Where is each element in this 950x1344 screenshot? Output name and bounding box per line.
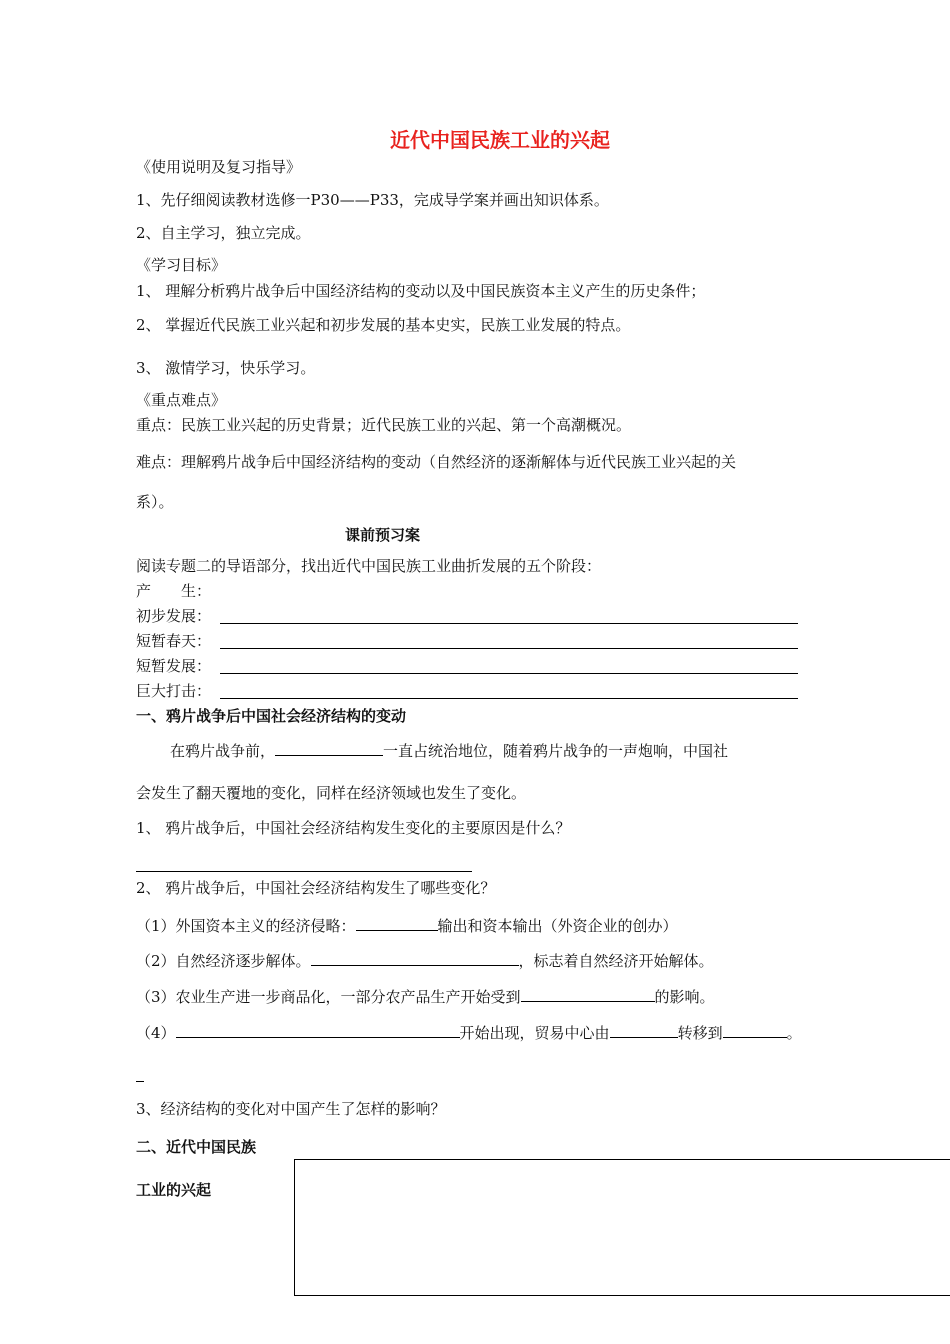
intro-item-1: 1、先仔细阅读教材选修一P30——P33，完成导学案并画出知识体系。: [136, 191, 609, 209]
intro-heading: 《使用说明及复习指导》: [136, 158, 302, 176]
stage-blank-4[interactable]: [220, 673, 798, 674]
short-dash: [136, 1081, 144, 1082]
key-difficulty: 难点：理解鸦片战争后中国经济结构的变动（自然经济的逐渐解体与近代民族工业兴起的关: [136, 453, 737, 471]
question-1: 1、 鸦片战争后，中国社会经济结构发生变化的主要原因是什么？: [136, 819, 571, 837]
goal-item-3: 3、 激情学习，快乐学习。: [136, 359, 316, 377]
goal-item-1: 1、 理解分析鸦片战争后中国经济结构的变动以及中国民族资本主义产生的历史条件；: [136, 282, 706, 300]
sub-item-4-text-d: 。: [786, 1024, 802, 1042]
page-title: 近代中国民族工业的兴起: [390, 128, 610, 152]
blank-commodity[interactable]: [356, 916, 438, 931]
stage-label-3: 短暂春天：: [136, 632, 212, 650]
paragraph-text-a: 在鸦片战争前，: [170, 742, 276, 760]
sub-item-2: [136, 951, 714, 971]
blank-economy[interactable]: [275, 741, 383, 756]
answer-box[interactable]: [294, 1159, 950, 1296]
answer-blank-1[interactable]: [136, 871, 472, 872]
blank-marker[interactable]: [311, 951, 519, 966]
section1-heading: 一、鸦片战争后中国社会经济结构的变动: [136, 707, 407, 725]
key-heading: 《重点难点》: [136, 391, 227, 409]
sub-item-4-text-a: （4）: [136, 1024, 176, 1042]
sub-item-1-text-b: 输出和资本输出（外资企业的创办）: [437, 917, 678, 935]
goal-item-2: 2、 掌握近代民族工业兴起和初步发展的基本史实，民族工业发展的特点。: [136, 316, 631, 334]
stage-label-5: 巨大打击：: [136, 682, 212, 700]
blank-from-city[interactable]: [610, 1023, 678, 1038]
section2-heading-cont: 工业的兴起: [136, 1181, 212, 1199]
blank-to-city[interactable]: [723, 1023, 787, 1038]
key-difficulty-cont: 系）。: [136, 493, 174, 511]
sub-item-3: [136, 987, 715, 1007]
sub-item-3-text-a: （3）农业生产进一步商品化，一部分农产品生产开始受到: [136, 988, 521, 1006]
stage-blank-3[interactable]: [220, 648, 798, 649]
section1-paragraph-line2: 会发生了翻天覆地的变化，同样在经济领域也发生了变化。: [136, 784, 527, 802]
blank-influence[interactable]: [521, 987, 655, 1002]
question-2: 2、 鸦片战争后，中国社会经济结构发生了哪些变化？: [136, 879, 496, 897]
sub-item-4: [136, 1023, 802, 1043]
stage-label-1: 产 生：: [136, 582, 212, 600]
preview-instruction: 阅读专题二的导语部分，找出近代中国民族工业曲折发展的五个阶段：: [136, 557, 602, 575]
section2-heading: 二、近代中国民族: [136, 1138, 257, 1156]
stage-blank-5[interactable]: [220, 698, 798, 699]
stage-blank-2[interactable]: [220, 623, 798, 624]
stage-label-2: 初步发展：: [136, 607, 212, 625]
paragraph-text-b: 一直占统治地位，随着鸦片战争的一声炮响，中国社: [383, 742, 729, 760]
sub-item-4-text-b: 开始出现，贸易中心由: [459, 1024, 610, 1042]
key-focus: 重点：民族工业兴起的历史背景；近代民族工业的兴起、第一个高潮概况。: [136, 416, 632, 434]
sub-item-1-text-a: （1）外国资本主义的经济侵略：: [136, 917, 356, 935]
sub-item-3-text-b: 的影响。: [654, 988, 715, 1006]
goals-heading: 《学习目标》: [136, 256, 227, 274]
stage-label-4: 短暂发展：: [136, 657, 212, 675]
sub-item-2-text-a: （2）自然经济逐步解体。: [136, 952, 311, 970]
sub-item-4-text-c: 转移到: [677, 1024, 723, 1042]
preview-heading: 课前预习案: [345, 526, 421, 544]
sub-item-1: [136, 916, 678, 936]
question-3: 3、经济结构的变化对中国产生了怎样的影响？: [136, 1100, 446, 1118]
section1-paragraph: [170, 741, 728, 761]
sub-item-2-text-b: ，标志着自然经济开始解体。: [518, 952, 714, 970]
blank-new-phenomenon[interactable]: [176, 1023, 460, 1038]
intro-item-2: 2、自主学习，独立完成。: [136, 224, 311, 242]
